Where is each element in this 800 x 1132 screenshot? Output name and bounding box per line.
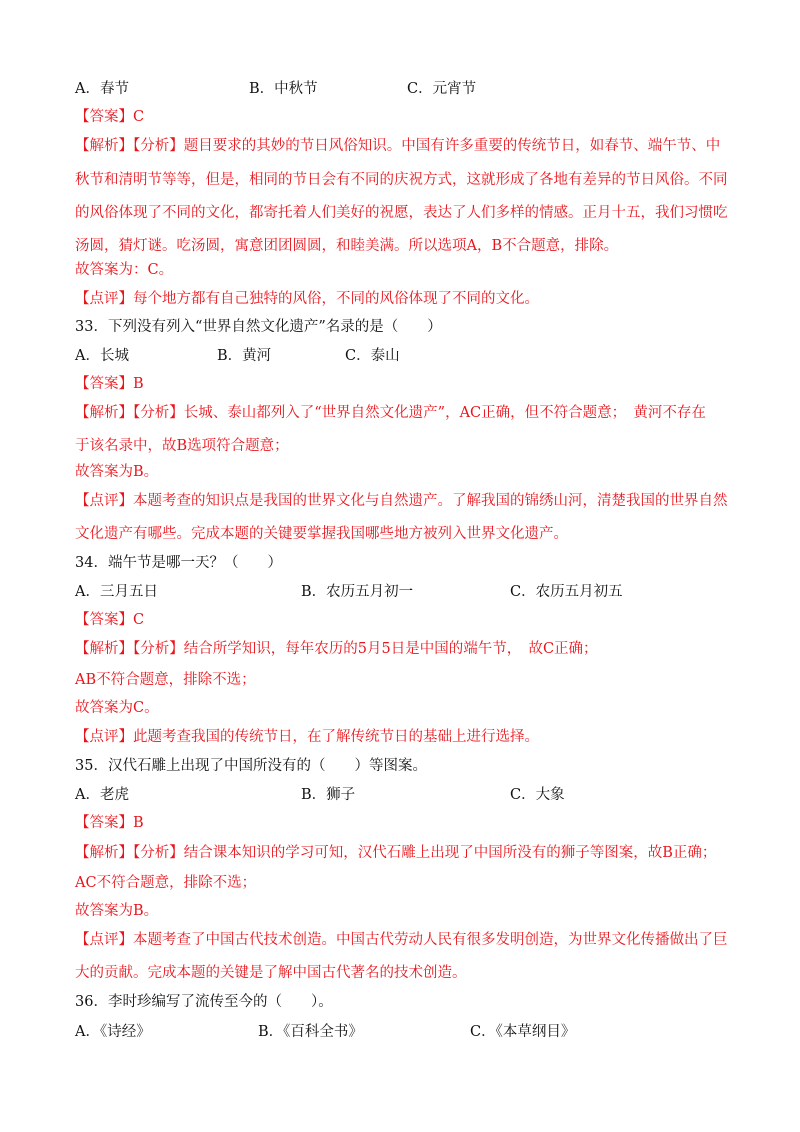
q32-answer: 【答案】C — [75, 109, 145, 125]
q32-option-a: A．春节 — [75, 81, 129, 97]
q32-conclusion: 故答案为：C。 — [75, 262, 174, 278]
q32-option-b: B．中秋节 — [249, 81, 318, 97]
q36-option-b: B．《百科全书》 — [258, 1024, 363, 1040]
q34-comment: 【点评】此题考查我国的传统节日，在了解传统节日的基础上进行选择。 — [75, 729, 539, 745]
q32-analysis-line: 【解析】【分析】题目要求的其妙的节日风俗知识。中国有许多重要的传统节日，如春节、端午节、中 — [75, 138, 721, 154]
q34-option-b: B．农历五月初一 — [301, 584, 414, 600]
q35-option-c: C．大象 — [510, 787, 565, 803]
q33-question: 33．下列没有列入“世界自然文化遗产”名录的是（ ） — [75, 319, 442, 335]
q35-conclusion: 故答案为B。 — [75, 903, 159, 919]
q35-option-a: A．老虎 — [75, 787, 129, 803]
q35-question: 35．汉代石雕上出现了中国所没有的（ ）等图案。 — [75, 758, 427, 774]
q33-option-b: B．黄河 — [217, 348, 272, 364]
q33-comment-line: 文化遗产有哪些。完成本题的关键要掌握我国哪些地方被列入世界文化遗产。 — [75, 526, 568, 542]
q33-analysis-line: 【解析】【分析】长城、泰山都列入了“世界自然文化遗产”，AC正确，但不符合题意； 黄河不存在 — [75, 405, 706, 421]
q34-option-c: C．农历五月初五 — [510, 584, 623, 600]
q35-comment-line: 【点评】本题考查了中国古代技术创造。中国古代劳动人民有很多发明创造，为世界文化传播做出了巨 — [75, 932, 728, 948]
q36-option-a: A．《诗经》 — [75, 1024, 151, 1040]
q35-option-b: B．狮子 — [301, 787, 356, 803]
q34-analysis-line: AB不符合题意，排除不选； — [75, 672, 256, 688]
q32-analysis-line: 的风俗体现了不同的文化，都寄托着人们美好的祝愿，表达了人们多样的情感。正月十五，我们习惯吃 — [75, 205, 728, 221]
q34-analysis-line: 【解析】【分析】结合所学知识，每年农历的5月5日是中国的端午节， 故C正确； — [75, 641, 598, 657]
q34-question: 34．端午节是哪一天？（ ） — [75, 555, 282, 571]
q32-analysis-line: 汤圆，猜灯谜。吃汤圆，寓意团团圆圆，和睦美满。所以选项A，B不合题意，排除。 — [75, 238, 619, 254]
q36-question: 36．李时珍编写了流传至今的（ ）。 — [75, 994, 333, 1010]
q33-comment-line: 【点评】本题考查的知识点是我国的世界文化与自然遗产。了解我国的锦绣山河，清楚我国的世界自然 — [75, 493, 728, 509]
q32-comment: 【点评】每个地方都有自己独特的风俗，不同的风俗体现了不同的文化。 — [75, 291, 539, 307]
q34-option-a: A．三月五日 — [75, 584, 158, 600]
q34-answer: 【答案】C — [75, 612, 145, 628]
q33-option-c: C．泰山 — [345, 348, 400, 364]
q33-option-a: A．长城 — [75, 348, 129, 364]
q35-answer: 【答案】B — [75, 815, 144, 831]
q33-answer: 【答案】B — [75, 376, 144, 392]
q33-conclusion: 故答案为B。 — [75, 464, 159, 480]
q35-comment-line: 大的贡献。完成本题的关键是了解中国古代著名的技术创造。 — [75, 965, 467, 981]
q33-analysis-line: 于该名录中，故B选项符合题意； — [75, 438, 289, 454]
q32-analysis-line: 秋节和清明节等等，但是，相同的节日会有不同的庆祝方式，这就形成了各地有差异的节日风俗。不同 — [75, 172, 728, 188]
q34-conclusion: 故答案为C。 — [75, 700, 159, 716]
q35-analysis-line: 【解析】【分析】结合课本知识的学习可知，汉代石雕上出现了中国所没有的狮子等图案，故B正确； — [75, 845, 717, 861]
q35-analysis-line: AC不符合题意，排除不选； — [75, 875, 257, 891]
q36-option-c: C．《本草纲目》 — [470, 1024, 576, 1040]
q32-option-c: C．元宵节 — [407, 81, 477, 97]
